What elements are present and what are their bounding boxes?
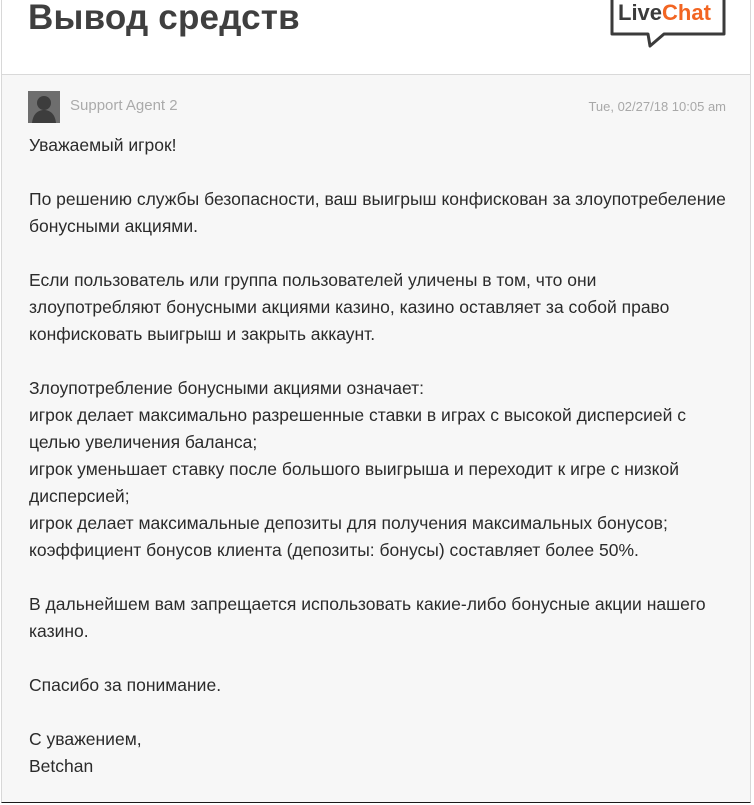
message-timestamp: Tue, 02/27/18 10:05 am <box>588 99 726 114</box>
thanks-text: Спасибо за понимание. <box>29 675 222 695</box>
paragraph-gap <box>29 645 729 672</box>
abuse-item-line: игрок делает максимально разрешенные ставки в играх с высокой дисперсией с <box>29 405 687 425</box>
livechat-logo <box>606 0 730 50</box>
person-silhouette-icon <box>28 91 60 123</box>
chat-transcript-window <box>1 0 751 803</box>
paragraph-gap <box>29 564 729 591</box>
svg-text:LiveChat <box>618 0 712 25</box>
page-header <box>2 0 750 75</box>
restriction-text-line: В дальнейшем вам запрещается использовать какие-либо бонусные акции нашего <box>29 594 706 614</box>
paragraph-gap <box>29 159 729 186</box>
paragraph-gap <box>29 240 729 267</box>
page-title: Вывод средств <box>28 0 300 37</box>
greeting-text: Уважаемый игрок! <box>29 135 177 155</box>
closing-text: С уважением, <box>29 729 142 749</box>
decision-text-line: бонусными акциями. <box>29 216 198 236</box>
agent-name: Support Agent 2 <box>70 97 178 114</box>
logo-text-chat: Chat <box>662 0 711 25</box>
agent-avatar <box>28 91 60 123</box>
message-body <box>29 132 729 780</box>
policy-text-line: конфисковать выигрыш и закрыть аккаунт. <box>29 324 376 344</box>
abuse-item-line: игрок делает максимальные депозиты для получения максимальных бонусов; <box>29 513 668 533</box>
abuse-item-line: дисперсией; <box>29 486 130 506</box>
paragraph-gap <box>29 699 729 726</box>
restriction-text-line: казино. <box>29 621 89 641</box>
abuse-item-line: целью увеличения баланса; <box>29 432 258 452</box>
message-area <box>2 75 750 802</box>
signature-text: Betchan <box>29 756 94 776</box>
policy-text-line: злоупотребляют бонусными акциями казино, казино оставляет за собой право <box>29 297 670 317</box>
paragraph-gap <box>29 348 729 375</box>
decision-text-line: По решению службы безопасности, ваш выигрыш конфискован за злоупотребеление <box>29 189 726 209</box>
logo-text-live: Live <box>618 0 663 25</box>
policy-text-line: Если пользователь или группа пользователей уличены в том, что они <box>29 270 597 290</box>
abuse-item-line: игрок уменьшает ставку после большого выигрыша и переходит к игре с низкой <box>29 459 680 479</box>
abuse-heading: Злоупотребление бонусными акциями означает: <box>29 378 425 398</box>
abuse-item-line: коэффициент бонусов клиента (депозиты: бонусы) составляет более 50%. <box>29 540 639 560</box>
